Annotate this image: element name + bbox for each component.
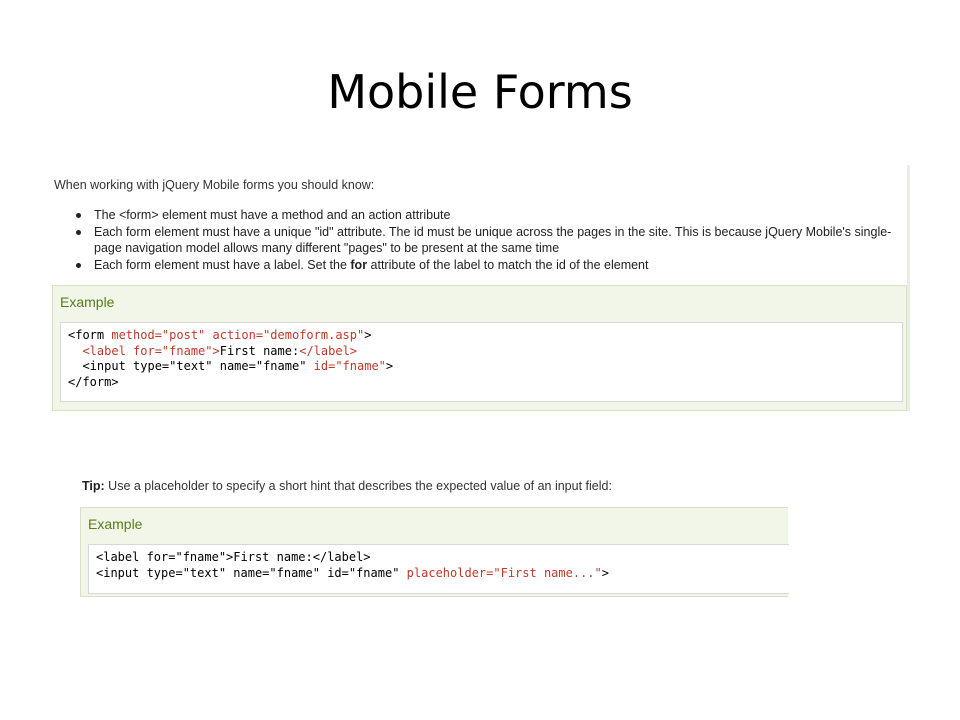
requirements-list xyxy=(76,207,906,273)
tip-label: Tip: xyxy=(82,479,105,493)
example-box xyxy=(80,507,788,597)
tip-text: Tip: Use a placeholder to specify a short hint that describes the expected value of an input field: xyxy=(82,479,612,493)
for-keyword: for xyxy=(350,257,368,272)
code-block: <form method="post" action="demoform.asp"> <label for="fname">First name:</label> <input type="text" name="fname" id="fname"> </form> xyxy=(60,322,903,402)
example-box xyxy=(52,285,907,411)
forms-info-screenshot xyxy=(52,165,910,411)
list-item: Each form element must have a label. Set the for attribute of the label to match the id of the element xyxy=(76,257,906,274)
list-item: The <form> element must have a method and an action attribute xyxy=(76,207,906,224)
list-item: Each form element must have a unique "id" attribute. The id must be unique across the pages in the site. This is because jQuery Mobile's single-page navigation model allows many different "pages" to be present at the same time xyxy=(76,224,906,257)
intro-text: When working with jQuery Mobile forms you should know: xyxy=(54,178,375,192)
slide-title: Mobile Forms xyxy=(327,65,633,119)
example-title: Example xyxy=(88,516,143,532)
placeholder-tip-screenshot xyxy=(80,475,788,597)
example-title: Example xyxy=(60,294,115,310)
code-block: <label for="fname">First name:</label> <input type="text" name="fname" id="fname" placeholder="First name..."> xyxy=(88,544,789,594)
